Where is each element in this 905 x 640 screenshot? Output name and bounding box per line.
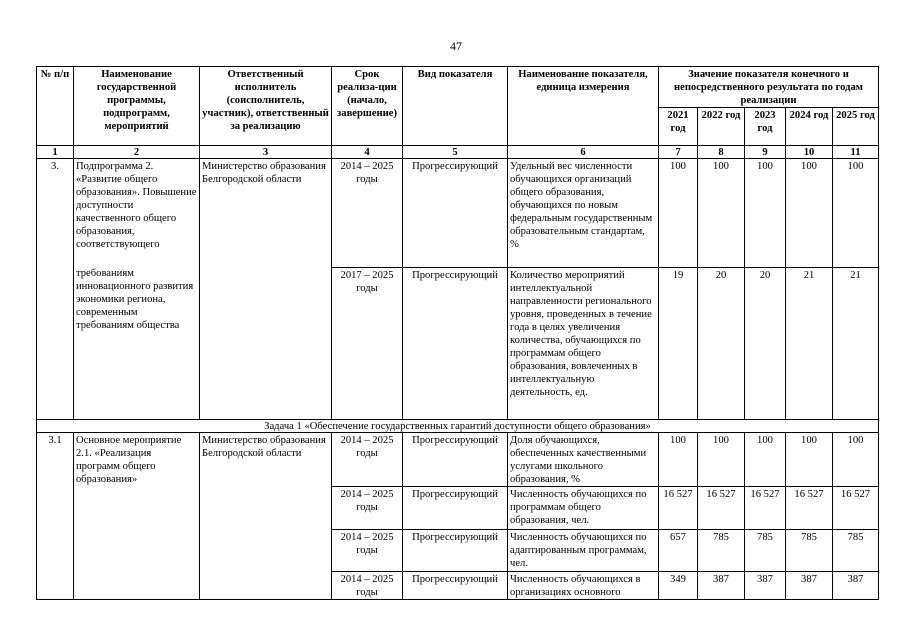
indicator-kind-cell: Прогрессирующий (403, 159, 508, 268)
indicator-kind-cell: Прогрессирующий (403, 268, 508, 420)
period-cell: 2014 – 2025 годы (332, 433, 403, 487)
value-2023: 785 (745, 530, 786, 572)
column-number: 10 (786, 146, 833, 159)
value-2024: 785 (786, 530, 833, 572)
value-2024: 21 (786, 268, 833, 420)
row-number: 3.1 (37, 433, 74, 600)
value-2022: 100 (698, 433, 745, 487)
value-2022: 387 (698, 572, 745, 600)
value-2024: 387 (786, 572, 833, 600)
period-cell: 2017 – 2025 годы (332, 268, 403, 420)
value-2021: 100 (659, 433, 698, 487)
column-number: 6 (508, 146, 659, 159)
value-2023: 16 527 (745, 487, 786, 530)
row-number: 3. (37, 159, 74, 420)
indicator-kind-cell: Прогрессирующий (403, 530, 508, 572)
value-2023: 100 (745, 433, 786, 487)
value-2025: 387 (833, 572, 879, 600)
indicator-kind-cell: Прогрессирующий (403, 433, 508, 487)
column-number: 5 (403, 146, 508, 159)
column-number: 2 (74, 146, 200, 159)
column-number: 3 (200, 146, 332, 159)
value-2022: 100 (698, 159, 745, 268)
program-name-bottom: требованиям инновационного развития экономики региона, современным требованиям общества (76, 268, 194, 331)
value-2023: 20 (745, 268, 786, 420)
header-indicator-kind: Вид показателя (403, 67, 508, 146)
header-indicator-name: Наименование показателя, единица измерения (508, 67, 659, 146)
program-name-top: Подпрограмма 2. «Развитие общего образования». Повышение доступности качественного общего образования, соответствующего (76, 161, 197, 250)
header-row (37, 67, 879, 108)
value-2024: 100 (786, 433, 833, 487)
value-2021: 657 (659, 530, 698, 572)
header-values-group: Значение показателя конечного и непосредственного результата по годам реализации (659, 67, 879, 108)
period-cell: 2014 – 2025 годы (332, 487, 403, 530)
task-row (37, 420, 879, 433)
period-cell: 2014 – 2025 годы (332, 530, 403, 572)
page-number: 47 (450, 39, 462, 53)
value-2021: 349 (659, 572, 698, 600)
value-2025: 21 (833, 268, 879, 420)
column-numbers-row (37, 146, 879, 159)
value-2021: 16 527 (659, 487, 698, 530)
table-row (37, 433, 879, 487)
period-cell: 2014 – 2025 годы (332, 572, 403, 600)
table-row (37, 159, 879, 268)
header-year: 2021 год (659, 108, 698, 146)
column-number: 8 (698, 146, 745, 159)
column-number: 7 (659, 146, 698, 159)
indicator-kind-cell: Прогрессирующий (403, 572, 508, 600)
value-2021: 19 (659, 268, 698, 420)
column-number: 1 (37, 146, 74, 159)
value-2025: 100 (833, 159, 879, 268)
value-2022: 16 527 (698, 487, 745, 530)
column-number: 9 (745, 146, 786, 159)
executor-cell: Министерство образования Белгородской области (200, 159, 332, 420)
indicator-name-cell: Количество мероприятий интеллектуальной направленности регионального уровня, проведенных в течение года в целях увеличения количества, обучающихся по программам общего образования, вовлеченных в интеллектуальную деятельность, ед. (508, 268, 659, 420)
value-2023: 100 (745, 159, 786, 268)
header-year: 2022 год (698, 108, 745, 146)
header-year: 2024 год (786, 108, 833, 146)
header-year: 2025 год (833, 108, 879, 146)
indicator-name-cell: Численность обучающихся по программам общего образования, чел. (508, 487, 659, 530)
header-program-name: Наименование государственной программы, подпрограмм, мероприятий (74, 67, 200, 146)
value-2022: 785 (698, 530, 745, 572)
indicator-kind-cell: Прогрессирующий (403, 487, 508, 530)
indicator-name-cell: Численность обучающихся в организациях основного (508, 572, 659, 600)
value-2024: 100 (786, 159, 833, 268)
header-num: № п/п (37, 67, 74, 146)
value-2021: 100 (659, 159, 698, 268)
task-heading: Задача 1 «Обеспечение государственных гарантий доступности общего образования» (37, 420, 879, 433)
indicator-name-cell: Удельный вес численности обучающихся организаций общего образования, обучающихся по новым федеральным государственным образовательным стандартам, % (508, 159, 659, 268)
value-2023: 387 (745, 572, 786, 600)
indicator-name-cell: Доля обучающихся, обеспеченных качественными услугами школьного образования, % (508, 433, 659, 487)
executor-cell: Министерство образования Белгородской области (200, 433, 332, 600)
indicator-name-cell: Численность обучающихся по адаптированным программам, чел. (508, 530, 659, 572)
value-2025: 100 (833, 433, 879, 487)
indicators-table (36, 66, 879, 600)
value-2025: 785 (833, 530, 879, 572)
period-cell: 2014 – 2025 годы (332, 159, 403, 268)
value-2024: 16 527 (786, 487, 833, 530)
value-2025: 16 527 (833, 487, 879, 530)
header-year: 2023 год (745, 108, 786, 146)
header-executor: Ответственный исполнитель (соисполнитель, участник), ответственный за реализацию (200, 67, 332, 146)
header-period: Срок реализа-ции (начало, завершение) (332, 67, 403, 146)
measure-name-cell: Основное мероприятие 2.1. «Реализация программ общего образования» (74, 433, 200, 600)
column-number: 4 (332, 146, 403, 159)
program-name-cell (74, 159, 200, 420)
value-2022: 20 (698, 268, 745, 420)
column-number: 11 (833, 146, 879, 159)
